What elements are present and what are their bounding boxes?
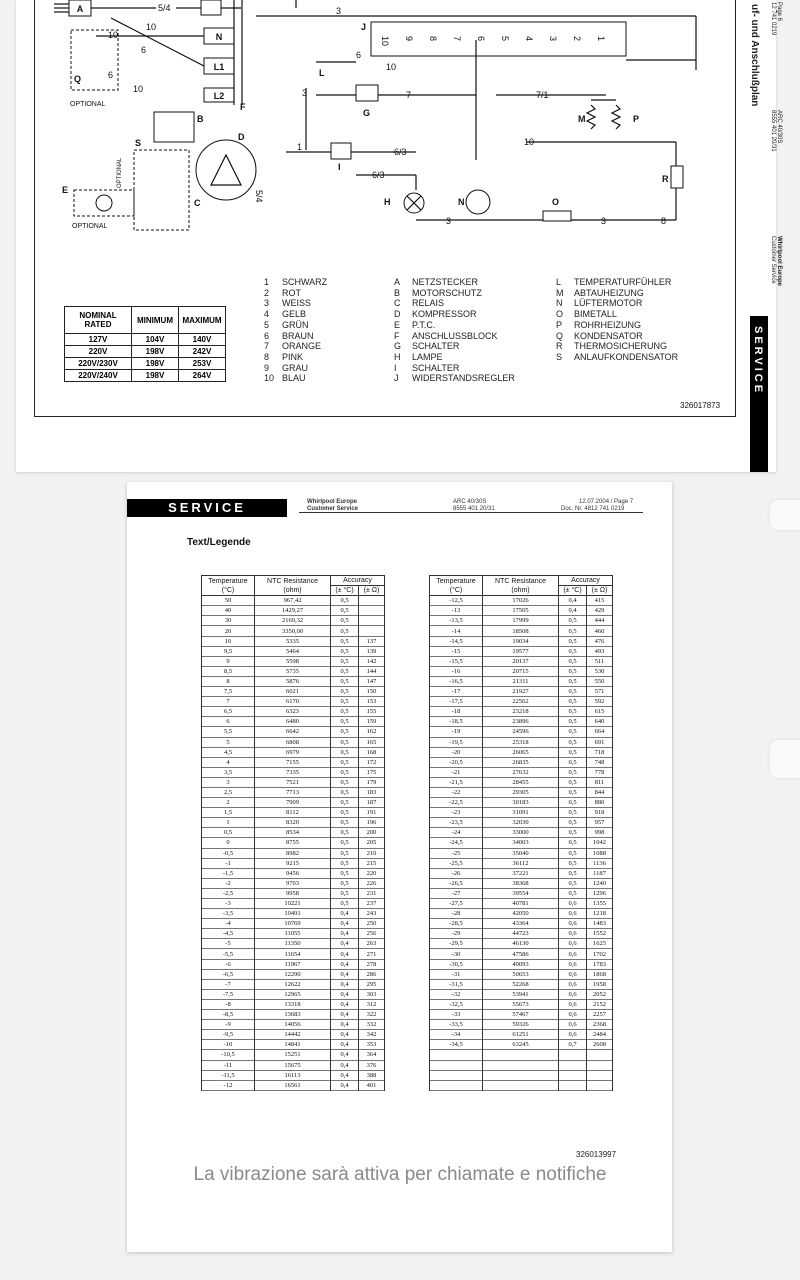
table-row: 7,5 6021 0,5 150 [202, 687, 385, 697]
table-row: -0,5 8982 0,5 210 [202, 848, 385, 858]
document-page-1 [16, 0, 782, 472]
table-row: 1 8320 0,5 196 [202, 818, 385, 828]
table-row [430, 1060, 613, 1070]
table-row: -29 44723 0,6 1552 [430, 929, 613, 939]
svg-text:I: I [338, 162, 341, 172]
wire-color-item: 7 ORANGE [264, 341, 322, 352]
header-ref2: 8555 401 20/31 [453, 506, 495, 512]
table-row: -4 10769 0,4 250 [202, 919, 385, 929]
table-row: 30 2169,32 0,5 [202, 616, 385, 626]
table-row: -10 14841 0,4 353 [202, 1040, 385, 1050]
wire-color-item: 2 ROT [264, 287, 301, 298]
component-item: S ANLAUFKONDENSATOR [556, 351, 679, 362]
component-item: F ANSCHLUSSBLOCK [394, 330, 498, 341]
j-terminal-8: 8 [428, 36, 438, 42]
svg-text:G: G [363, 108, 371, 118]
edge-panel-handle[interactable] [770, 500, 800, 530]
component-item: H LAMPE [394, 351, 443, 362]
table-row: -6 11967 0,4 278 [202, 959, 385, 969]
section-title: Text/Legende [187, 537, 251, 548]
table-row: 6,5 6323 0,5 155 [202, 707, 385, 717]
doc-number-page1: 326017873 [680, 401, 721, 410]
svg-text:7/1: 7/1 [536, 90, 549, 100]
table-row: 9,5 5464 0,5 139 [202, 646, 385, 656]
svg-text:5/4: 5/4 [254, 190, 264, 203]
table-row: -17,5 22562 0,5 592 [430, 697, 613, 707]
svg-text:3: 3 [302, 88, 308, 98]
table-row: -9,5 14442 0,4 342 [202, 1030, 385, 1040]
table-row: 20 3350,00 0,5 [202, 626, 385, 636]
table-row: 5,5 6642 0,5 162 [202, 727, 385, 737]
table-row: -26 37221 0,5 1187 [430, 868, 613, 878]
table-row: -5 11350 0,4 263 [202, 939, 385, 949]
table-row: -29,5 46130 0,6 1625 [430, 939, 613, 949]
component-item: N LÜFTERMOTOR [556, 298, 643, 309]
table-row: -16,5 21311 0,5 550 [430, 676, 613, 686]
svg-text:6: 6 [356, 50, 362, 60]
table-row: -8 13318 0,4 312 [202, 999, 385, 1009]
ntc-table-left: Temperature (°C) NTC Resistance (ohm) Accuracy (± °C) (± Ω) 50 967,42 0,5 40 1429,27 0,5 30 2169,32 0,5 20 3350,00 0,5 10 5335 0,5 137 9,5 5464 0,5 139 9 5598 0,5 142 8,5 5735 0,5 144 8 5876 0,5 147 7,5 6021 0,5 150 7 6170 0,5 153 6,5 6323 0,5 155 6 6480 0,5 159 5,5 6642 0,5 162 5 6808 0,5 165 4,5 6979 0,5 168 4 7155 0,5 172 3,5 7335 0,5 175 3 7521 0,5 179 2,5 7713 0,5 183 2 7909 0,5 187 1,5 8112 0,5 191 1 8320 0,5 196 0,5 8534 0,5 200 0 8755 0,5 205 -0,5 8982 0,5 210 -1 9215 0,5 215 -1,5 9456 0,5 220 -2 9703 0,5 226 -2,5 9958 0,5 231 -3 10221 0,5 237 -3,5 10491 0,4 243 -4 10769 0,4 250 -4,5 11055 0,4 256 -5 11350 0,4 263 -5,5 11654 0,4 271 -6 11967 0,4 278 -6,5 12290 0,4 286 -7 12622 0,4 295 -7,5 12965 0,4 303 -8 13318 0,4 312 -8,5 13683 0,4 322 -9 14056 0,4 332 -9,5 14442 0,4 342 -10 14841 0,4 353 -10,5 15251 0,4 364 -11 15675 0,4 376 -11,5 16113 0,4 388 -12 16561 0,4 401 [201, 575, 385, 1091]
svg-text:J: J [361, 22, 367, 32]
vibration-toast: La vibrazione sarà attiva per chiamate e notifiche [193, 1164, 607, 1185]
doc-number-page2: 326013997 [576, 1150, 617, 1159]
table-row: -21 27632 0,5 778 [430, 767, 613, 777]
table-row: -18 23218 0,5 615 [430, 707, 613, 717]
table-row: -8,5 13683 0,4 322 [202, 1010, 385, 1020]
svg-text:7: 7 [406, 90, 412, 100]
j-terminal-5: 5 [500, 36, 510, 42]
table-row: -32,5 55673 0,6 2152 [430, 999, 613, 1009]
component-item: I SCHALTER [394, 362, 460, 373]
table-row: 5 6808 0,5 165 [202, 737, 385, 747]
svg-text:OPTIONAL: OPTIONAL [70, 101, 106, 108]
header-rule [299, 512, 643, 513]
table-row: -2 9703 0,5 226 [202, 878, 385, 888]
table-row: -32 53941 0,6 2052 [430, 989, 613, 999]
header-brand2: Customer Service [307, 506, 359, 512]
j-terminal-10: 10 [380, 36, 390, 47]
header-brand: Whirlpool Europe [307, 499, 357, 505]
svg-text:N: N [458, 197, 465, 207]
table-row: -14,5 19034 0,5 476 [430, 636, 613, 646]
table-row: -25 35040 0,5 1088 [430, 848, 613, 858]
table-row: -15 19577 0,5 493 [430, 646, 613, 656]
header-date-page: 12.07.2004 / Page 7 [579, 499, 634, 505]
table-row: -25,5 36112 0,5 1136 [430, 858, 613, 868]
table-row: 50 967,42 0,5 [202, 596, 385, 606]
table-row: -3 10221 0,5 237 [202, 899, 385, 909]
header-doc-ref: Doc. Nr. 4812 741 0219 [561, 506, 625, 512]
table-row: 7 6170 0,5 153 [202, 697, 385, 707]
svg-text:R: R [662, 174, 669, 184]
table-row: -7 12622 0,4 295 [202, 979, 385, 989]
table-row: -33,5 59326 0,6 2368 [430, 1020, 613, 1030]
table-row: -21,5 28455 0,5 811 [430, 777, 613, 787]
svg-text:S: S [135, 138, 142, 148]
table-row: -28 42050 0,6 1218 [430, 909, 613, 919]
component-item: B MOTORSCHUTZ [394, 287, 482, 298]
wire-color-legend [264, 277, 327, 384]
table-row: -17 21927 0,5 571 [430, 687, 613, 697]
label-Q: Q [74, 74, 82, 84]
svg-text:8: 8 [661, 216, 667, 226]
svg-text:D: D [238, 132, 245, 142]
table-row: -31 50653 0,6 1868 [430, 969, 613, 979]
svg-text:10: 10 [133, 84, 144, 94]
table-row: -27 39554 0,5 1296 [430, 888, 613, 898]
table-row: -34 61251 0,6 2484 [430, 1030, 613, 1040]
table-row: -23 31091 0,5 918 [430, 808, 613, 818]
svg-text:6/3: 6/3 [394, 147, 407, 157]
svg-text:OPTIONAL: OPTIONAL [117, 157, 123, 188]
sidebar-page: Page 6 [776, 2, 782, 22]
j-terminal-6: 6 [476, 36, 486, 42]
component-legend-a [394, 277, 515, 384]
svg-text:L2: L2 [213, 91, 225, 101]
table-row: 8,5 5735 0,5 144 [202, 666, 385, 676]
table-row: 3,5 7335 0,5 175 [202, 767, 385, 777]
svg-text:3: 3 [446, 216, 452, 226]
rating-row: 220V/240V 198V 264V [65, 370, 226, 382]
table-row: -13 17505 0,4 429 [430, 606, 613, 616]
table-row: -20,5 26835 0,5 748 [430, 757, 613, 767]
table-row: -12,5 17026 0,4 415 [430, 596, 613, 606]
table-row: 6 6480 0,5 159 [202, 717, 385, 727]
table-row: -9 14056 0,4 332 [202, 1020, 385, 1030]
table-row: -1,5 9456 0,5 220 [202, 868, 385, 878]
j-terminal-4: 4 [524, 36, 534, 42]
table-row: -11,5 16113 0,4 388 [202, 1070, 385, 1080]
j-terminal-3: 3 [548, 36, 558, 42]
table-row: -18,5 23896 0,5 640 [430, 717, 613, 727]
table-row: -3,5 10491 0,4 243 [202, 909, 385, 919]
svg-text:3: 3 [601, 216, 607, 226]
svg-text:3: 3 [336, 6, 342, 16]
j-terminal-2: 2 [572, 36, 582, 42]
svg-text:OPTIONAL: OPTIONAL [72, 223, 108, 230]
table-row: -24,5 34003 0,5 1042 [430, 838, 613, 848]
sidebar-brand2: Customer Service [770, 236, 776, 284]
edge-panel-handle-2[interactable] [770, 740, 800, 778]
table-row: -33 57467 0,6 2257 [430, 1010, 613, 1020]
table-row: -14 18508 0,5 460 [430, 626, 613, 636]
sidebar-ref2: 8555 401 20/31 [770, 110, 776, 152]
component-item: O BIMETALL [556, 309, 617, 320]
table-row [430, 1080, 613, 1090]
table-row: 0,5 8534 0,5 200 [202, 828, 385, 838]
table-row: -24 33000 0,5 998 [430, 828, 613, 838]
component-item: E P.T.C. [394, 319, 436, 330]
service-banner: SERVICE [127, 499, 287, 517]
svg-text:10: 10 [146, 22, 157, 32]
sidebar-title: uf- und Anschlußplan [749, 4, 760, 107]
table-row: -28,5 43364 0,6 1483 [430, 919, 613, 929]
wire-color-item: 8 PINK [264, 351, 304, 362]
j-terminal-7: 7 [452, 36, 462, 42]
table-row: 3 7521 0,5 179 [202, 777, 385, 787]
table-row: -19,5 25318 0,5 691 [430, 737, 613, 747]
table-row: -22,5 30183 0,5 880 [430, 798, 613, 808]
table-row: -10,5 15251 0,4 364 [202, 1050, 385, 1060]
table-row: -22 29305 0,5 844 [430, 787, 613, 797]
label-A: A [76, 4, 84, 14]
header-ref1: ARC 40/30S [453, 499, 487, 505]
table-row: -23,5 32030 0,5 957 [430, 818, 613, 828]
wire-color-item: 1 SCHWARZ [264, 277, 328, 287]
svg-text:L: L [319, 68, 325, 78]
table-row: -5,5 11654 0,4 271 [202, 949, 385, 959]
wiring-diagram [16, 0, 736, 240]
table-row: -16 20715 0,5 530 [430, 666, 613, 676]
table-row [430, 1070, 613, 1080]
component-item: M ABTAUHEIZUNG [556, 287, 644, 298]
table-row: 2 7909 0,5 187 [202, 798, 385, 808]
table-row: -6,5 12290 0,4 286 [202, 969, 385, 979]
table-row: 0 8755 0,5 205 [202, 838, 385, 848]
table-row: 2,5 7713 0,5 183 [202, 787, 385, 797]
component-legend-b [556, 277, 678, 363]
table-row: -1 9215 0,5 215 [202, 858, 385, 868]
component-item: A NETZSTECKER [394, 277, 479, 287]
wire-color-item: 6 BRAUN [264, 330, 314, 341]
table-row: 9 5598 0,5 142 [202, 656, 385, 666]
rating-row: 220V/230V 198V 253V [65, 358, 226, 370]
svg-text:6: 6 [141, 45, 147, 55]
component-item: G SCHALTER [394, 341, 460, 352]
j-terminal-1: 1 [596, 36, 606, 42]
table-row: -20 26065 0,5 718 [430, 747, 613, 757]
wire-color-item: 5 GRÜN [264, 319, 309, 330]
svg-text:M: M [578, 114, 586, 124]
table-row: -4,5 11055 0,4 256 [202, 929, 385, 939]
table-row: -26,5 38368 0,5 1240 [430, 878, 613, 888]
svg-text:E: E [62, 185, 69, 195]
svg-text:F: F [240, 102, 246, 112]
service-tab-page1: SERVICE [750, 316, 768, 472]
table-row: -12 16561 0,4 401 [202, 1080, 385, 1090]
table-row: -31,5 52268 0,6 1958 [430, 979, 613, 989]
svg-text:10: 10 [386, 62, 397, 72]
component-item: P ROHRHEIZUNG [556, 319, 641, 330]
table-row: -7,5 12965 0,4 303 [202, 989, 385, 999]
table-row: -34,5 63245 0,7 2608 [430, 1040, 613, 1050]
table-row: -11 15675 0,4 376 [202, 1060, 385, 1070]
sidebar-ref1: ARC 40/30S [776, 110, 782, 144]
svg-text:B: B [197, 114, 204, 124]
component-item: L TEMPERATURFÜHLER [556, 277, 672, 287]
svg-text:1: 1 [297, 142, 303, 152]
component-item: R THERMOSICHERUNG [556, 341, 668, 352]
component-item: C RELAIS [394, 298, 445, 309]
wire-color-item: 9 GRAU [264, 362, 309, 373]
j-terminal-9: 9 [404, 36, 414, 42]
table-row: -30 47586 0,6 1702 [430, 949, 613, 959]
svg-text:L1: L1 [213, 62, 225, 72]
svg-text:10: 10 [108, 30, 119, 40]
wire-color-item: 10 BLAU [264, 373, 306, 384]
table-row: -15,5 20137 0,5 511 [430, 656, 613, 666]
table-row: 4,5 6979 0,5 168 [202, 747, 385, 757]
svg-text:P: P [633, 114, 640, 124]
table-row: 10 5335 0,5 137 [202, 636, 385, 646]
svg-text:6: 6 [108, 70, 114, 80]
component-item: D KOMPRESSOR [394, 309, 477, 320]
svg-text:H: H [384, 197, 391, 207]
table-row: -27,5 40781 0,6 1355 [430, 899, 613, 909]
label-5-4: 5/4 [158, 3, 171, 13]
table-row: -2,5 9958 0,5 231 [202, 888, 385, 898]
wire-color-item: 3 WEISS [264, 298, 312, 309]
table-row: 40 1429,27 0,5 [202, 606, 385, 616]
table-row: -19 24596 0,5 664 [430, 727, 613, 737]
table-row: 4 7155 0,5 172 [202, 757, 385, 767]
svg-text:N: N [215, 32, 223, 42]
table-row [430, 1050, 613, 1060]
ntc-table-right: Temperature (°C) NTC Resistance (ohm) Accuracy (± °C) (± Ω) -12,5 17026 0,4 415 -13 17505 0,4 429 -13,5 17999 0,5 444 -14 18508 0,5 460 -14,5 19034 0,5 476 -15 19577 0,5 493 -15,5 20137 0,5 511 -16 20715 0,5 530 -16,5 21311 0,5 550 -17 21927 0,5 571 -17,5 22562 0,5 592 -18 23218 0,5 615 -18,5 23896 0,5 640 -19 24596 0,5 664 -19,5 25318 0,5 691 -20 26065 0,5 718 -20,5 26835 0,5 748 -21 27632 0,5 778 -21,5 28455 0,5 811 -22 29305 0,5 844 -22,5 30183 0,5 880 -23 31091 0,5 918 -23,5 32030 0,5 957 -24 33000 0,5 998 -24,5 34003 0,5 1042 -25 35040 0,5 1088 -25,5 36112 0,5 1136 -26 37221 0,5 1187 -26,5 38368 0,5 1240 -27 39554 0,5 1296 -27,5 40781 0,6 1355 -28 42050 0,6 1218 -28,5 43364 0,6 1483 -29 44723 0,6 1552 -29,5 46130 0,6 1625 -30 47586 0,6 1702 -30,5 49093 0,6 1783 -31 50653 0,6 1868 -31,5 52268 0,6 1958 -32 53941 0,6 2052 -32,5 55673 0,6 2152 -33 57467 0,6 2257 -33,5 59326 0,6 2368 -34 61251 0,6 2484 -34,5 63245 0,7 2608 [429, 575, 613, 1091]
table-row: 1,5 8112 0,5 191 [202, 808, 385, 818]
svg-text:6/3: 6/3 [372, 170, 385, 180]
table-row: -13,5 17999 0,5 444 [430, 616, 613, 626]
component-item: Q KONDENSATOR [556, 330, 643, 341]
sidebar-doc: 12 741 0219 [770, 2, 776, 36]
svg-text:C: C [194, 198, 201, 208]
document-page-2 [127, 482, 672, 1252]
table-row: -30,5 49093 0,6 1783 [430, 959, 613, 969]
rating-row: 220V 198V 242V [65, 346, 226, 358]
sidebar-brand: Whirlpool Europe [776, 236, 782, 286]
component-item: J WIDERSTANDSREGLER [394, 373, 515, 384]
svg-text:10: 10 [524, 137, 535, 147]
svg-text:O: O [552, 197, 560, 207]
wire-color-item: 4 GELB [264, 309, 307, 320]
table-row: 8 5876 0,5 147 [202, 676, 385, 686]
rating-row: 127V 104V 140V [65, 334, 226, 346]
voltage-rating-table: NOMINAL RATED MINIMUM MAXIMUM 127V 104V 140V 220V 198V 242V 220V/230V 198V 253V 220V/240V 198V 264V [64, 306, 226, 382]
